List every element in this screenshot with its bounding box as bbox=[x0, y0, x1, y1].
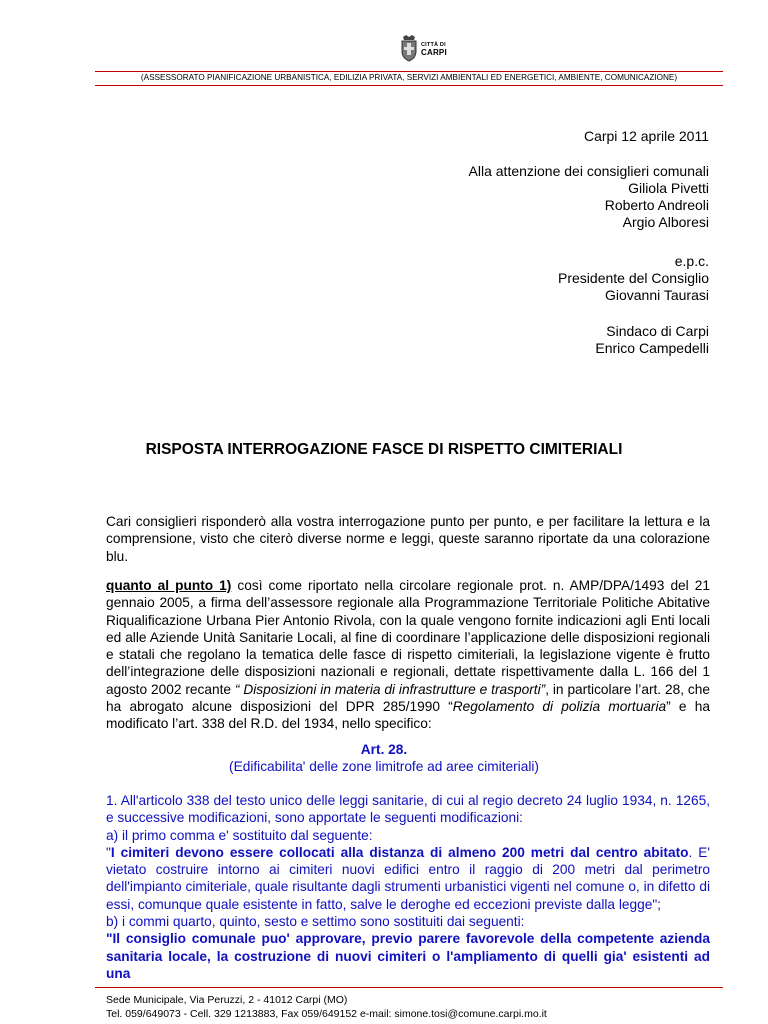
article-quote1-bold: I cimiteri devono essere collocati alla distanza di almeno 200 metri dal centro abitato bbox=[110, 844, 689, 860]
article-body bbox=[106, 792, 710, 982]
mayor-line: Sindaco di Carpi bbox=[606, 323, 709, 339]
article-quote2: "Il consiglio comunale puo' approvare, previo parere favorevole della competente azienda sanitaria locale, la costruzione di nuovi cimiteri o l'ampliamento di quelli gia' esistenti ad una bbox=[106, 931, 710, 981]
recipient-line: Giliola Pivetti bbox=[628, 180, 709, 196]
footer-divider bbox=[95, 987, 723, 988]
regulation-title: Regolamento di polizia mortuaria bbox=[452, 699, 667, 715]
city-logo bbox=[399, 34, 469, 64]
article-quote1: "I cimiteri devono essere collocati alla distanza di almeno 200 metri dal centro abitato. E' vietato costruire intorno ai cimiteri nuovi edifici entro il raggio di 200 metri dal perimetro dell'impianto cimiteriale, quale risultante dagli strumenti urbanistici vigenti nel comune o, in difetto di essi, comunque quale esistente in fatto, salve le deroghe ed eccezioni previste dalla legge"; bbox=[106, 844, 710, 912]
header-divider-bottom bbox=[95, 85, 723, 86]
letter-date: Carpi 12 aprile 2011 bbox=[583, 128, 709, 144]
recipient-line: Argio Alboresi bbox=[622, 214, 709, 230]
department-line: (ASSESSORATO PIANIFICAZIONE URBANISTICA, EDILIZIA PRIVATA, SERVIZI AMBIENTALI ED ENERGETICI, AMBIENTE, COMUNICAZIONE) bbox=[140, 73, 678, 82]
footer-contacts: Tel. 059/649073 - Cell. 329 1213883, Fax 059/649152 e-mail: simone.tosi@comune.carpi.mo.it bbox=[106, 1008, 547, 1020]
law-title: “ Disposizioni in materia di infrastrutture e trasporti” bbox=[234, 681, 546, 697]
article-subtitle: (Edificabilita' delle zone limitrofe ad aree cimiteriali) bbox=[229, 759, 539, 774]
cc-label: e.p.c. bbox=[674, 253, 709, 269]
article-item-a: a) il primo comma e' sostituito dal seguente: bbox=[106, 827, 373, 843]
logo-line2: CARPI bbox=[421, 48, 447, 57]
logo-line1: CITTÀ DI bbox=[421, 42, 446, 48]
point1-label: quanto al punto 1) bbox=[106, 578, 232, 593]
recipient-line: Alla attenzione dei consiglieri comunali bbox=[468, 163, 709, 179]
mayor-line: Enrico Campedelli bbox=[595, 340, 709, 356]
point1-text: ” e ha modificato l’art. 338 del R.D. del 1934, nello specifico: bbox=[106, 699, 710, 732]
cc-line: Presidente del Consiglio bbox=[558, 270, 709, 286]
cc-line: Giovanni Taurasi bbox=[604, 287, 709, 303]
article-item-b: b) i commi quarto, quinto, sesto e settimo sono sostituiti dai seguenti: bbox=[106, 914, 525, 930]
document-title: RISPOSTA INTERROGAZIONE FASCE DI RISPETTO CIMITERIALI bbox=[145, 441, 623, 458]
cc-block bbox=[558, 253, 709, 304]
coat-of-arms-icon bbox=[399, 34, 419, 62]
point1-text: così come riportato nella circolare regionale prot. n. AMP/DPA/1493 del 21 gennaio 2005, a firma dell’assessore regionale alla Programmazione Territoriale Politiche Abitative Riqualificazione Urbana Pier Antonio Rivola, con la quale vengono fornite indicazioni agli Enti locali ed alle Aziende Unità Sanitarie Locali, al fine di coordinare l’applicazione delle disposizioni regionali e statali che regolano la tematica delle fasce di rispetto cimiteriali, la legislazione vigente è frutto dell’integrazione delle disposizioni nazionali e regionali, dettate rispettivamente dalla L. 166 del 1 agosto 2002 recante bbox=[106, 578, 710, 697]
footer bbox=[106, 993, 547, 1021]
article-paragraph: 1. All'articolo 338 del testo unico delle leggi sanitarie, di cui al regio decreto 24 luglio 1934, n. 1265, e successive modificazioni, sono apportate le seguenti modificazioni: bbox=[106, 793, 710, 826]
point1-text: , in particolare l’art. 28, che ha abrogato alcune disposizioni del DPR 285/1990 “ bbox=[106, 681, 710, 715]
footer-address: Sede Municipale, Via Peruzzi, 2 - 41012 Carpi (MO) bbox=[106, 994, 348, 1006]
mayor-block bbox=[595, 323, 709, 357]
recipient-line: Roberto Andreoli bbox=[604, 197, 709, 213]
article-title: Art. 28. bbox=[360, 742, 408, 757]
intro-paragraph: Cari consiglieri risponderò alla vostra interrogazione punto per punto, e per facilitare la lettura e la comprensione, visto che citerò diverse norme e leggi, queste saranno riportate da una colorazione blu. bbox=[106, 514, 710, 564]
point1-paragraph bbox=[106, 577, 710, 733]
recipients-block bbox=[469, 163, 709, 231]
